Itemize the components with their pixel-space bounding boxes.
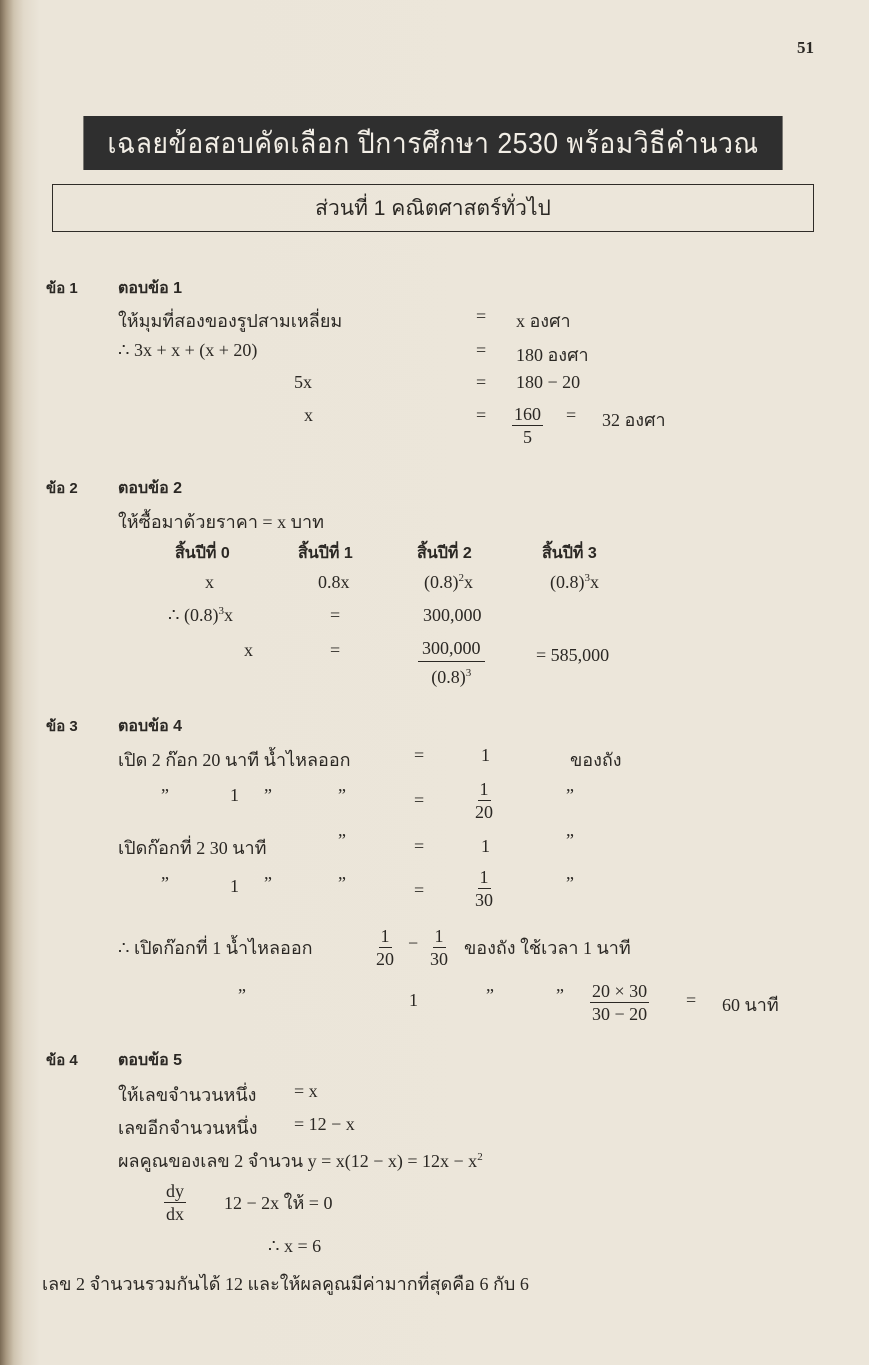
- value: 1: [481, 745, 490, 765]
- result: 60 นาที: [722, 995, 779, 1015]
- equation-left: เปิด 2 ก๊อก 20 นาที น้ำไหลออก: [118, 750, 351, 770]
- equation-left: 5x: [294, 372, 312, 392]
- table-header: สิ้นปีที่ 1: [298, 545, 353, 562]
- fraction-numerator: 20 × 30: [592, 981, 648, 1001]
- fraction-numerator: 1: [434, 926, 444, 946]
- page-title-text: เฉลยข้อสอบคัดเลือก ปีการศึกษา 2530 พร้อมวิธีคำนวณ: [107, 128, 759, 160]
- fraction-denominator: 5: [523, 427, 532, 447]
- equals-sign: =: [476, 306, 487, 326]
- problem-setup: ให้ซื้อมาด้วยราคา = x บาท: [118, 512, 324, 532]
- derivative-expression: 12 − 2x ให้ = 0: [224, 1193, 333, 1213]
- equals-sign: =: [686, 990, 697, 1010]
- equation-left: x: [244, 640, 253, 660]
- summary-text: เลข 2 จำนวนรวมกันได้ 12 และให้ผลคูณมีค่ามากที่สุดคือ 6 กับ 6: [42, 1274, 529, 1294]
- page-title: [83, 116, 782, 170]
- ditto-mark: ”: [161, 785, 169, 805]
- table-header: สิ้นปีที่ 2: [417, 545, 472, 562]
- fraction-numerator: 1: [479, 867, 489, 887]
- table-header: สิ้นปีที่ 0: [175, 545, 230, 562]
- ditto-mark: ”: [566, 785, 574, 805]
- value: 1: [230, 876, 239, 896]
- answer-label: ตอบข้อ 5: [118, 1052, 183, 1069]
- derivative-fraction: [164, 1180, 186, 1225]
- question-label: ข้อ 3: [46, 718, 78, 735]
- fraction-denominator: $(0.8)^3$: [431, 667, 472, 687]
- conclusion-text: ∴ เปิดก๊อกที่ 1 น้ำไหลออก: [118, 938, 313, 958]
- equals-sign: =: [414, 790, 425, 810]
- equation-right: x องศา: [516, 311, 571, 331]
- conclusion-text: ของถัง ใช้เวลา 1 นาที: [464, 938, 631, 958]
- equation-left: เลขอีกจำนวนหนึ่ง: [118, 1118, 258, 1138]
- equals-sign: =: [414, 836, 425, 856]
- table-cell: 0.8x: [318, 572, 350, 592]
- answer-label: ตอบข้อ 2: [118, 480, 183, 497]
- fraction: [418, 637, 485, 688]
- minus-sign: −: [408, 933, 419, 953]
- fraction-numerator: 1: [380, 926, 390, 946]
- equation-right: = x: [294, 1081, 318, 1101]
- fraction: [374, 925, 396, 970]
- ditto-mark: ”: [566, 873, 574, 893]
- ditto-mark: ”: [161, 873, 169, 893]
- equals-sign: =: [476, 372, 487, 392]
- fraction-denominator: 30: [430, 949, 448, 969]
- equation-left: ให้มุมที่สองของรูปสามเหลี่ยม: [118, 311, 343, 331]
- fraction: [473, 778, 495, 823]
- ditto-mark: ”: [264, 873, 272, 893]
- section-heading: [52, 184, 814, 232]
- fraction-denominator: dx: [166, 1204, 184, 1224]
- ditto-mark: ”: [566, 830, 574, 850]
- fraction: [428, 925, 450, 970]
- question-label: ข้อ 1: [46, 280, 78, 297]
- equation-left: เปิดก๊อกที่ 2 30 นาที: [118, 838, 267, 858]
- equation-left: ให้เลขจำนวนหนึ่ง: [118, 1085, 257, 1105]
- equation-left: ∴ 3x + x + (x + 20): [118, 340, 258, 360]
- value: 1: [230, 785, 239, 805]
- table-cell: $(0.8)^3x$: [550, 572, 599, 592]
- equation-right: 300,000: [423, 605, 482, 625]
- solution: ∴ x = 6: [268, 1236, 322, 1256]
- result: = 585,000: [536, 645, 610, 665]
- answer-label: ตอบข้อ 1: [118, 280, 183, 297]
- equation-right: 180 องศา: [516, 345, 589, 365]
- ditto-mark: ”: [238, 985, 246, 1005]
- equation-left: x: [304, 405, 313, 425]
- table-cell: x: [205, 572, 214, 592]
- ditto-mark: ”: [338, 830, 346, 850]
- equals-sign: =: [476, 405, 487, 425]
- equation-right: 180 − 20: [516, 372, 581, 392]
- table-header: สิ้นปีที่ 3: [542, 545, 597, 562]
- ditto-mark: ”: [556, 985, 564, 1005]
- fraction: [590, 980, 649, 1025]
- fraction: [512, 403, 543, 448]
- fraction-numerator: 300,000: [418, 637, 485, 662]
- section-heading-text: ส่วนที่ 1 คณิตศาสตร์ทั่วไป: [315, 196, 551, 220]
- equals-sign: =: [566, 405, 577, 425]
- equals-sign: =: [330, 605, 341, 625]
- fraction-denominator: 20: [376, 949, 394, 969]
- fraction-numerator: 1: [479, 779, 489, 799]
- equation-left: ∴ $(0.8)^3x$: [168, 605, 233, 625]
- page-number: 51: [797, 38, 814, 57]
- equals-sign: =: [476, 340, 487, 360]
- fraction-denominator: 30 − 20: [592, 1004, 648, 1024]
- equation-right: = 12 − x: [294, 1114, 355, 1134]
- ditto-mark: ”: [264, 785, 272, 805]
- equals-sign: =: [414, 880, 425, 900]
- fraction-denominator: 20: [475, 802, 493, 822]
- ditto-mark: ”: [338, 785, 346, 805]
- result: 32 องศา: [602, 410, 666, 430]
- fraction: [473, 866, 495, 911]
- fraction-numerator: 160: [514, 404, 541, 424]
- ditto-mark: ”: [338, 873, 346, 893]
- question-label: ข้อ 4: [46, 1052, 78, 1069]
- question-label: ข้อ 2: [46, 480, 78, 497]
- fraction-denominator: 30: [475, 890, 493, 910]
- table-cell: $(0.8)^2x$: [424, 572, 473, 592]
- value: 1: [409, 990, 418, 1010]
- answer-label: ตอบข้อ 4: [118, 718, 183, 735]
- product-equation: ผลคูณของเลข 2 จำนวน $y = x(12 - x) = 12x - x^2$: [118, 1151, 483, 1171]
- value: 1: [481, 836, 490, 856]
- ditto-mark: ”: [486, 985, 494, 1005]
- unit: ของถัง: [570, 750, 622, 770]
- equals-sign: =: [414, 745, 425, 765]
- fraction-numerator: dy: [166, 1181, 184, 1201]
- equals-sign: =: [330, 640, 341, 660]
